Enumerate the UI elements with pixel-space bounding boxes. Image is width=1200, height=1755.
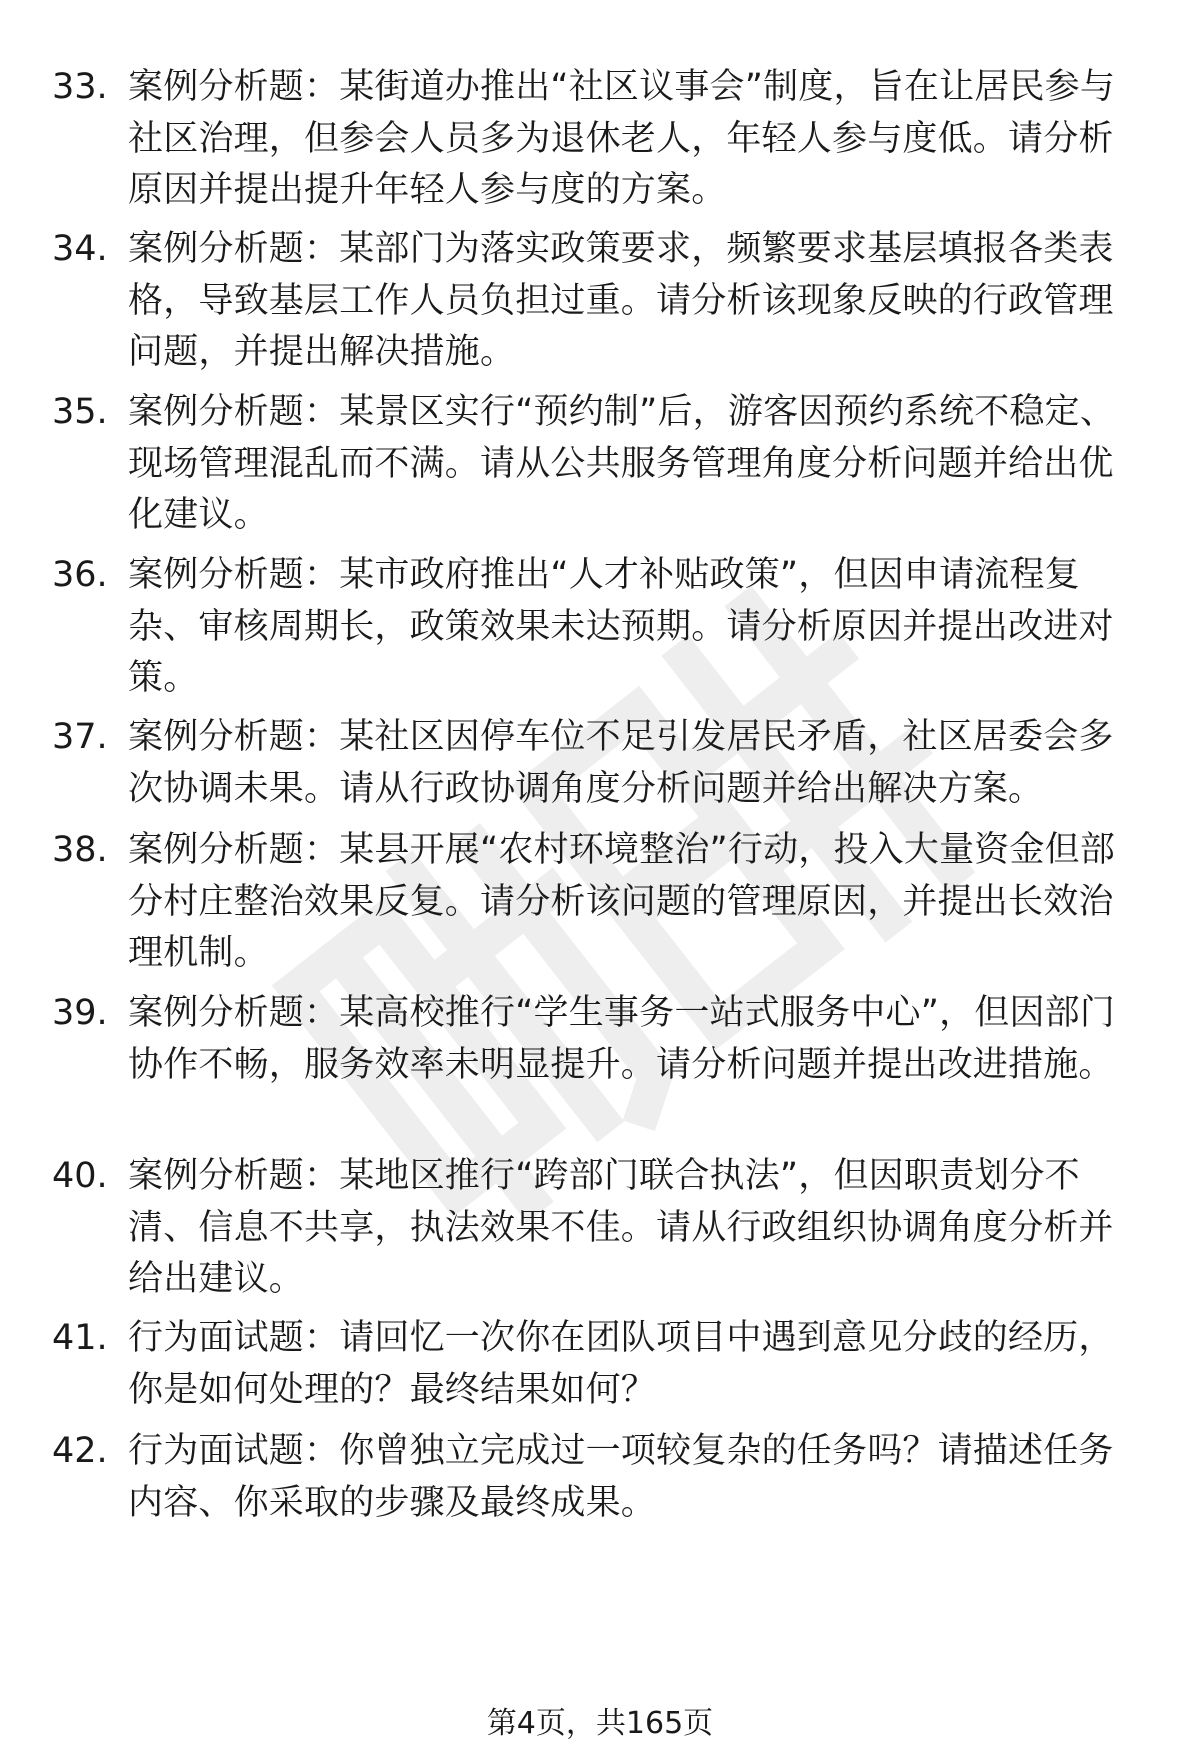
question-number: 36.: [52, 555, 108, 595]
question-number: 35.: [52, 392, 108, 432]
question-text: 案例分析题：某部门为落实政策要求，频繁要求基层填报各类表格，导致基层工作人员负担过重。请分析该现象反映的行政管理问题，并提出解决措施。: [128, 229, 1114, 372]
page-footer: 第4页，共165页: [486, 1706, 714, 1741]
question-number: 40.: [52, 1156, 108, 1196]
question-text: 案例分析题：某市政府推出“人才补贴政策”，但因申请流程复杂、审核周期长，政策效果未达预期。请分析原因并提出改进对策。: [128, 555, 1114, 698]
question-text: 案例分析题：某县开展“农村环境整治”行动，投入大量资金但部分村庄整治效果反复。请分析该问题的管理原因，并提出长效治理机制。: [128, 830, 1116, 973]
question-number: 38.: [52, 830, 108, 870]
question-number: 39.: [52, 993, 108, 1033]
question-number: 34.: [52, 229, 108, 269]
question-text: 案例分析题：某景区实行“预约制”后，游客因预约系统不稳定、现场管理混乱而不满。请从公共服务管理角度分析问题并给出优化建议。: [128, 392, 1116, 535]
question-text: 行为面试题：请回忆一次你在团队项目中遇到意见分歧的经历，你是如何处理的？最终结果如何？: [128, 1318, 1114, 1410]
question-number: 42.: [52, 1431, 108, 1471]
question-text: 案例分析题：某街道办推出“社区议事会”制度，旨在让居民参与社区治理，但参会人员多为退休老人，年轻人参与度低。请分析原因并提出提升年轻人参与度的方案。: [128, 67, 1116, 210]
question-text: 案例分析题：某社区因停车位不足引发居民矛盾，社区居委会多次协调未果。请从行政协调角度分析问题并给出解决方案。: [128, 717, 1114, 809]
question-number: 33.: [52, 67, 108, 107]
question-text: 案例分析题：某高校推行“学生事务一站式服务中心”，但因部门协作不畅，服务效率未明显提升。请分析问题并提出改进措施。: [128, 993, 1116, 1085]
question-number: 37.: [52, 717, 108, 757]
question-number: 41.: [52, 1318, 108, 1358]
question-text: 行为面试题：你曾独立完成过一项较复杂的任务吗？请描述任务内容、你采取的步骤及最终成果。: [128, 1431, 1114, 1523]
question-text: 案例分析题：某地区推行“跨部门联合执法”，但因职责划分不清、信息不共享，执法效果不佳。请从行政组织协调角度分析并给出建议。: [128, 1156, 1114, 1299]
